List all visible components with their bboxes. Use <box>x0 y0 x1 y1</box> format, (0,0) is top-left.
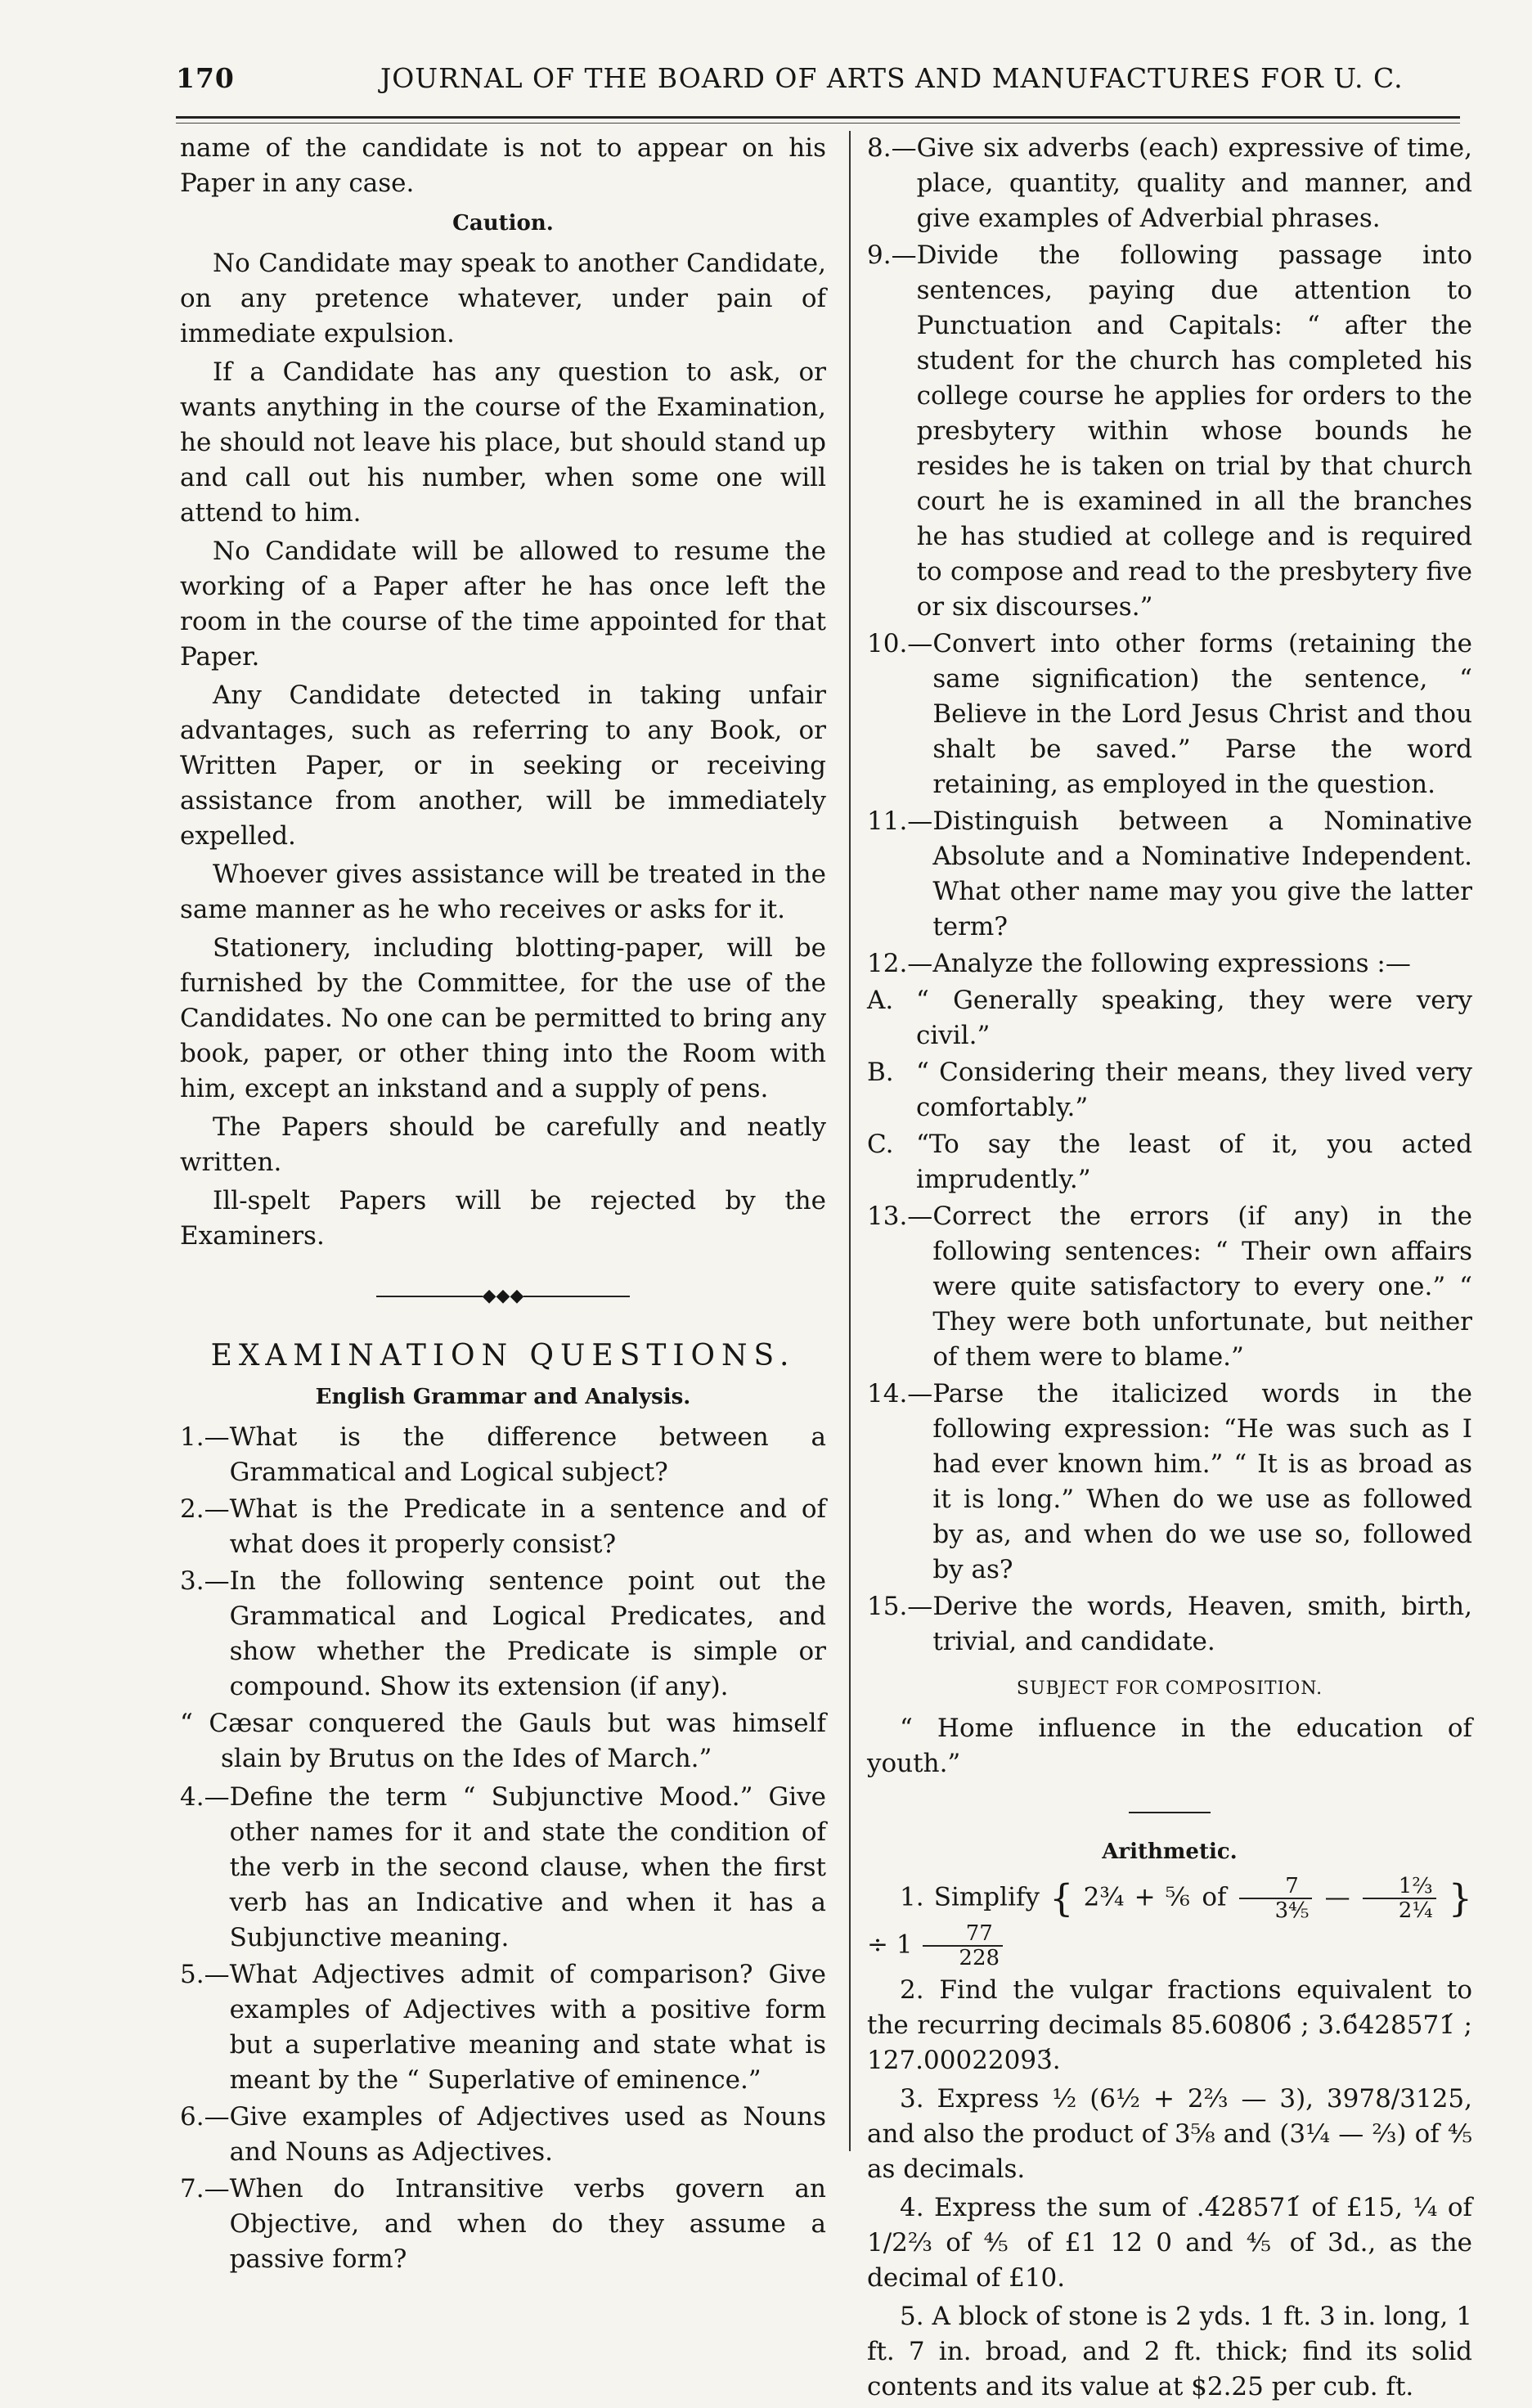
sub-item <box>867 983 1472 1054</box>
running-title: JOURNAL OF THE BOARD OF ARTS AND MANUFACTURES FOR U. C. <box>380 62 1404 94</box>
left-column <box>180 131 826 2279</box>
open-brace-icon: { <box>1049 1876 1074 1921</box>
close-brace-icon: } <box>1448 1876 1472 1921</box>
quoted-sentence: “ Cæsar conquered the Gauls but was himself slain by Brutus on the Ides of March.” <box>180 1709 826 1773</box>
rule-paragraph: Whoever gives assistance will be treated in the same manner as he who receives or asks for it. <box>180 860 826 924</box>
question-item <box>180 1957 826 2098</box>
arith-problem-1 <box>867 1875 1472 1970</box>
question-item <box>867 238 1472 625</box>
exam-heading: EXAMINATION QUESTIONS. <box>210 1339 796 1372</box>
question-text: Derive the words, Heaven, smith, birth, trivial, and candidate. <box>932 1592 1472 1656</box>
page-header <box>176 56 1452 105</box>
question-item <box>867 946 1472 982</box>
fraction-bottom: 2¼ <box>1398 1898 1433 1923</box>
question-number: 8.— <box>867 133 917 163</box>
question-number: 2.— <box>180 1494 230 1524</box>
arithmetic-heading: Arithmetic. <box>1102 1840 1238 1864</box>
question-text: In the following sentence point out the Grammatical and Logical Predicates, and show whether the Predicate is simple or compound. Show its extension (if any). <box>229 1566 826 1701</box>
question-item <box>867 1377 1472 1588</box>
question-number: 7.— <box>180 2174 230 2204</box>
header-rule-thin <box>176 123 1460 124</box>
question-item <box>180 2172 826 2277</box>
arith-problem: 4. Express the sum of .4́28571́ of £15, ¼ of 1/2⅔ of ⅘ of £1 12 0 and ⅘ of 3d., as the decimal of £10. <box>867 2193 1472 2293</box>
question-text: What Adjectives admit of comparison? Give examples of Adjectives with a positive form but a superlative meaning and state what is meant by the “ Superlative of eminence.” <box>229 1960 826 2095</box>
question-number: 12.— <box>867 949 933 978</box>
rule-paragraph: Ill-spelt Papers will be rejected by the Examiners. <box>180 1186 826 1251</box>
question-item <box>867 1589 1472 1660</box>
sub-item-text: “ Generally speaking, they were very civil.” <box>916 986 1472 1050</box>
sub-item-text: “To say the least of it, you acted imprudently.” <box>916 1130 1472 1194</box>
question-number: 10.— <box>867 629 933 658</box>
question-text: Convert into other forms (retaining the same signification) the sentence, “ Believe in the Lord Jesus Christ and thou shalt be saved.” Parse the word retaining, as employed in the question. <box>932 629 1472 799</box>
rule-paragraph: Stationery, including blotting-paper, will be furnished by the Committee, for the use of the Candidates. No one can be permitted to bring any book, paper, or other thing into the Room with him, except an inkstand and a supply of pens. <box>180 933 826 1103</box>
sub-item-letter: C. <box>867 1130 894 1159</box>
arith-ornament <box>867 1795 1472 1830</box>
arith1-minus: — <box>1324 1882 1350 1912</box>
question-item <box>180 2100 826 2170</box>
question-item <box>180 1564 826 1705</box>
header-rule <box>176 116 1460 119</box>
question-text: What is the Predicate in a sentence and of what does it properly consist? <box>229 1494 826 1559</box>
fraction <box>1363 1875 1436 1922</box>
question-text: What is the difference between a Grammatical and Logical subject? <box>229 1422 826 1487</box>
question-number: 3.— <box>180 1566 230 1596</box>
right-column <box>867 131 1472 2408</box>
fraction-bottom: 228 <box>959 1946 1000 1970</box>
question-item <box>867 131 1472 236</box>
question-item <box>180 1420 826 1490</box>
question-text: Define the term “ Subjunctive Mood.” Give other names for it and state the condition of the verb in the second clause, when the first verb has an Indicative and when it has a Subjunctive meaning. <box>229 1782 826 1952</box>
arith1-term: 2¾ + ⅚ of <box>1083 1882 1227 1912</box>
rule-paragraph: If a Candidate has any question to ask, or wants anything in the course of the Examination, he should not leave his place, but should stand up and call out his number, when some one will attend to him. <box>180 357 826 528</box>
composition-text: “ Home influence in the education of youth.” <box>867 1714 1472 1778</box>
arith1-div: ÷ 1 <box>867 1930 913 1960</box>
fraction <box>1239 1875 1313 1922</box>
question-number: 4.— <box>180 1782 230 1812</box>
fraction-top: 7 <box>1239 1875 1313 1899</box>
question-text: Analyze the following expressions :— <box>932 949 1411 978</box>
column-divider <box>849 131 851 2151</box>
sub-item <box>867 1055 1472 1125</box>
composition-heading: SUBJECT FOR COMPOSITION. <box>1016 1678 1323 1699</box>
fraction-bottom: 3⅘ <box>1274 1898 1310 1923</box>
sub-item-letter: B. <box>867 1058 894 1087</box>
arith-problem: 3. Express ½ (6½ + 2⅔ — 3), 3978/3125, and also the product of 3⅝ and (3¼ — ⅔) of ⅘ as decimals. <box>867 2084 1472 2184</box>
question-number: 9.— <box>867 240 917 270</box>
question-item <box>180 1492 826 1562</box>
sub-item <box>867 1127 1472 1197</box>
question-text: Correct the errors (if any) in the following sentences: “ Their own affairs were quite satisfactory to every one.” “ They were both unfortunate, but neither of them were to blame.” <box>932 1202 1472 1372</box>
page-number: 170 <box>176 62 235 94</box>
question-number: 5.— <box>180 1960 230 1989</box>
question-text: Divide the following passage into sentences, paying due attention to Punctuation and Capitals: “ after the student for the church has completed his college course he applies for orders to the presbytery within whose bounds he resides he is taken on trial by that church court he is examined in all the branches he has studied at college and is required to compose and read to the presbytery five or six discourses.” <box>916 240 1472 622</box>
grammar-subheading: English Grammar and Analysis. <box>315 1385 691 1409</box>
caution-heading: Caution. <box>452 211 554 236</box>
question-item <box>867 1199 1472 1375</box>
sub-item-text: “ Considering their means, they lived very comfortably.” <box>916 1058 1472 1122</box>
fraction-top: 1⅔ <box>1363 1875 1436 1899</box>
arith-problem: 2. Find the vulgar fractions equivalent to the recurring decimals 85.60806́ ; 3.6́428571́ ; 127.00022093́. <box>867 1975 1472 2075</box>
question-text: Give examples of Adjectives used as Nouns and Nouns as Adjectives. <box>229 2102 826 2167</box>
question-number: 1.— <box>180 1422 230 1452</box>
question-item <box>867 627 1472 802</box>
rule-paragraph: The Papers should be carefully and neatly written. <box>180 1112 826 1177</box>
question-text: Parse the italicized words in the following expression: “He was such as I had ever known him.” “ It is as broad as it is long.” When do we use as followed by as, and when do we use so, followed by as? <box>932 1379 1472 1584</box>
intro-paragraph: name of the candidate is not to appear on his Paper in any case. <box>180 133 826 198</box>
arith1-label: 1. Simplify <box>900 1882 1040 1912</box>
rule-paragraph: No Candidate may speak to another Candidate, on any pretence whatever, under pain of immediate expulsion. <box>180 249 826 348</box>
question-text: Give six adverbs (each) expressive of time, place, quantity, quality and manner, and give examples of Adverbial phrases. <box>916 133 1472 233</box>
question-item <box>867 804 1472 945</box>
rule-paragraph: Any Candidate detected in taking unfair advantages, such as referring to any Book, or Written Paper, or in seeking or receiving assistance from another, will be immediately expelled. <box>180 681 826 851</box>
question-number: 6.— <box>180 2102 230 2132</box>
fraction <box>923 1922 1003 1970</box>
question-number: 13.— <box>867 1202 933 1231</box>
question-text: Distinguish between a Nominative Absolute and a Nominative Independent. What other name may you give the latter term? <box>932 806 1472 941</box>
fraction-top: 77 <box>923 1922 1003 1947</box>
question-item <box>180 1780 826 1956</box>
section-ornament: ◆◆◆ <box>180 1278 826 1314</box>
question-text: When do Intransitive verbs govern an Objective, and when do they assume a passive form? <box>229 2174 826 2274</box>
question-number: 14.— <box>867 1379 933 1408</box>
sub-item-letter: A. <box>867 986 894 1015</box>
question-number: 11.— <box>867 806 933 836</box>
question-number: 15.— <box>867 1592 933 1621</box>
rule-paragraph: No Candidate will be allowed to resume the working of a Paper after he has once left the room in the course of the time appointed for that Paper. <box>180 537 826 672</box>
arith-problem: 5. A block of stone is 2 yds. 1 ft. 3 in. long, 1 ft. 7 in. broad, and 2 ft. thick; find its solid contents and its value at $2.25 per cub. ft. <box>867 2302 1472 2401</box>
